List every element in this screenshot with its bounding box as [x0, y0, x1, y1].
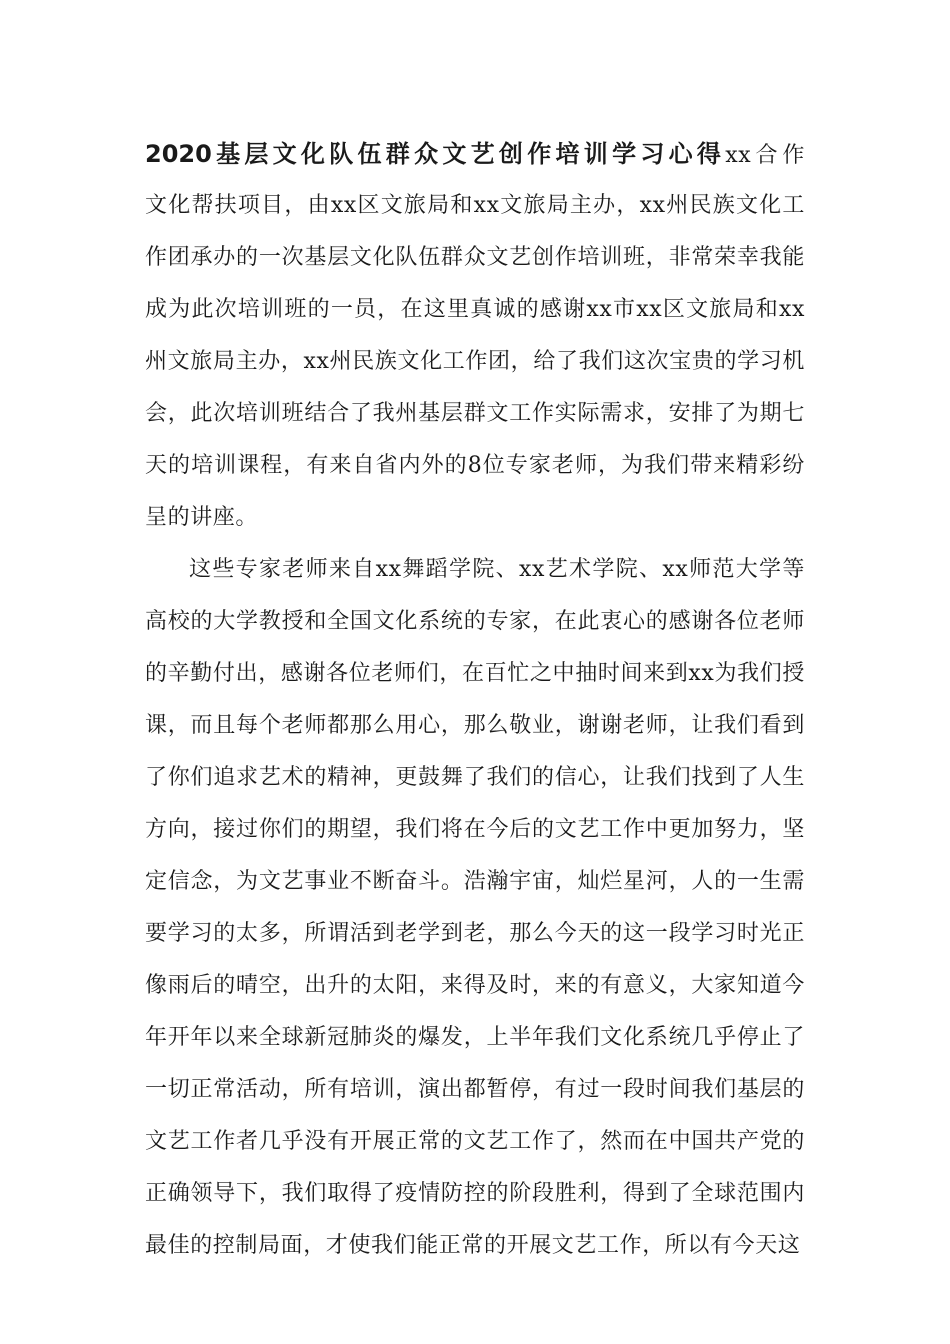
text-line: 像雨后的晴空，出升的太阳，来得及时，来的有意义，大家知道今 [145, 973, 805, 998]
text-line: 天的培训课程，有来自省内外的8位专家老师，为我们带来精彩纷 [145, 453, 805, 478]
text-line: 了你们追求艺术的精神，更鼓舞了我们的信心，让我们找到了人生 [145, 765, 805, 790]
text-line: 年开年以来全球新冠肺炎的爆发，上半年我们文化系统几乎停止了 [145, 1025, 805, 1050]
text-line: 呈的讲座。 [145, 505, 259, 530]
text-line: 的辛勤付出，感谢各位老师们，在百忙之中抽时间来到xx为我们授 [145, 661, 805, 686]
document-page [145, 128, 805, 1272]
title-line [145, 128, 805, 180]
text-line: 成为此次培训班的一员，在这里真诚的感谢xx市xx区文旅局和xx [145, 297, 805, 322]
text-line: 州文旅局主办，xx州民族文化工作团，给了我们这次宝贵的学习机 [145, 349, 805, 374]
text-line: 作团承办的一次基层文化队伍群众文艺创作培训班，非常荣幸我能 [145, 245, 805, 270]
text-line: 要学习的太多，所谓活到老学到老，那么今天的这一段学习时光正 [145, 921, 805, 946]
paragraph-2 [145, 544, 805, 1272]
text-line: 最佳的控制局面，才使我们能正常的开展文艺工作，所以有今天这 [145, 1233, 801, 1258]
text-line: 文艺工作者几乎没有开展正常的文艺工作了，然而在中国共产党的 [145, 1129, 805, 1154]
text-line: 正确领导下，我们取得了疫情防控的阶段胜利，得到了全球范围内 [145, 1181, 805, 1206]
text-line: 一切正常活动，所有培训，演出都暂停，有过一段时间我们基层的 [145, 1077, 805, 1102]
text-line: 定信念，为文艺事业不断奋斗。浩瀚宇宙，灿烂星河，人的一生需 [145, 869, 805, 894]
text-line: 方向，接过你们的期望，我们将在今后的文艺工作中更加努力，坚 [145, 817, 805, 842]
text-line: 高校的大学教授和全国文化系统的专家，在此衷心的感谢各位老师 [145, 609, 805, 634]
text-line: 课，而且每个老师都那么用心，那么敬业，谢谢老师，让我们看到 [145, 713, 805, 738]
text-line: 这些专家老师来自xx舞蹈学院、xx艺术学院、xx师范大学等 [189, 557, 805, 582]
paragraph-1 [145, 180, 805, 544]
text-line: 文化帮扶项目，由xx区文旅局和xx文旅局主办，xx州民族文化工 [145, 193, 805, 218]
text-line: 会，此次培训班结合了我州基层群文工作实际需求，安排了为期七 [145, 401, 805, 426]
title-line-tail: xx合作 [725, 143, 806, 168]
document-title: 2020基层文化队伍群众文艺创作培训学习心得 [145, 140, 726, 168]
